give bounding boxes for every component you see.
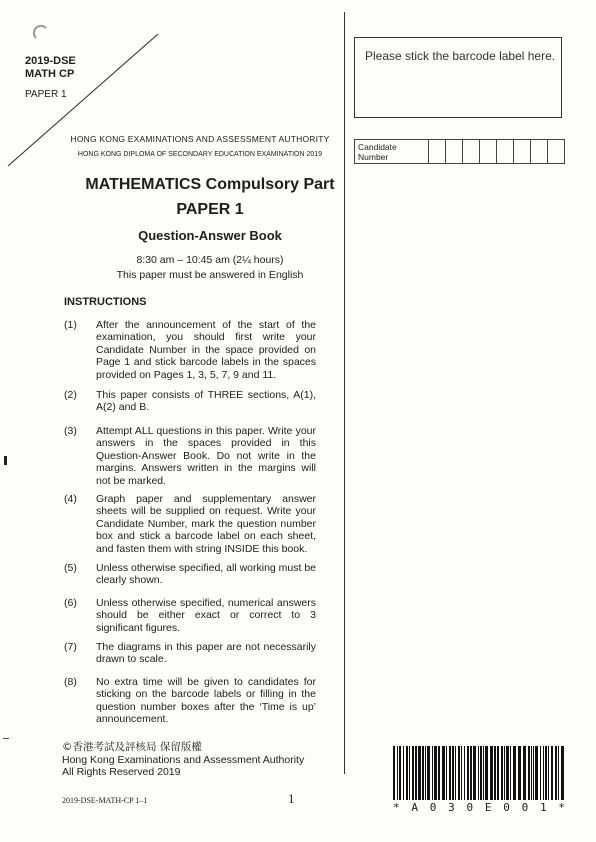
barcode-bar [458,746,460,800]
instruction-item [64,493,316,555]
barcode-character: * [393,801,400,814]
authority-name: HONG KONG EXAMINATIONS AND ASSESSMENT AUTHORITY [70,134,330,144]
candidate-digit-box[interactable] [497,140,514,163]
candidate-number-label: Candidate Number [355,140,429,163]
exam-time: 8:30 am – 10:45 am (2¼ hours) [136,254,284,266]
paper-label: PAPER 1 [25,89,67,100]
copyright-chinese: ©香港考試及評核局 保留版權 [62,741,202,753]
barcode-bar [473,746,476,800]
barcode-bar [449,746,451,800]
paper-title: PAPER 1 [176,201,244,218]
barcode-text [393,801,565,814]
instructions-heading: INSTRUCTIONS [64,296,147,308]
barcode-bar [393,746,395,800]
barcode-bar [478,746,479,800]
barcode-character: E [484,801,492,814]
page-id: 2019-DSE-MATH-CP 1–1 [62,796,148,805]
barcode-character: 0 [429,801,437,814]
copyright-english: Hong Kong Examinations and Assessment Authority [62,754,305,766]
candidate-number-field[interactable] [354,139,565,164]
barcode-bar [403,746,404,800]
barcode-bar [497,746,499,800]
barcode-bar [494,746,496,800]
instruction-number: (2) [64,389,77,401]
candidate-digit-box[interactable] [514,140,531,163]
instruction-text: After the announcement of the start of the examination, you should first write your Candidate Number in the space provided on Page 1 and stick barcode labels in the spaces provided on Pages 1, 3, 5, 7, 9 and 11. [96,319,316,381]
instruction-item [64,641,316,666]
barcode-bar [432,746,433,800]
barcode-bar [548,746,549,800]
candidate-digit-box[interactable] [480,140,497,163]
barcode-bar [442,746,445,800]
instruction-text: The diagrams in this paper are not necessarily drawn to scale. [96,641,316,666]
barcode-bar [422,746,424,800]
barcode-bar [510,746,511,800]
barcode-character: 0 [503,801,510,814]
barcode-label-instruction: Please stick the barcode label here. [365,49,556,63]
margin-mark [4,456,7,465]
barcode-bar [470,746,472,800]
candidate-digit-box[interactable] [463,140,480,163]
barcode-character: 0 [466,801,474,814]
instruction-item [64,389,316,414]
barcode-bar [425,746,426,800]
barcode-bar [397,746,398,800]
instruction-number: (5) [64,562,77,574]
barcode-bar [452,746,454,800]
authority-logo-icon [33,24,49,42]
barcode-bar [485,746,488,800]
barcode-bar [531,746,532,800]
exam-code-line2: MATH CP [25,68,75,80]
exam-name: HONG KONG DIPLOMA OF SECONDARY EDUCATION EXAMINATION 2019 [77,151,323,158]
page-number: 1 [288,791,295,806]
barcode-bar [504,746,505,800]
instruction-text: Attempt ALL questions in this paper. Write your answers in the spaces provided in this Question-Answer Book. Do not write in the margins. Answers written in the margins will not be marked. [96,425,316,487]
instruction-number: (3) [64,425,77,437]
barcode-image [393,746,565,802]
instruction-text: This paper consists of THREE sections, A(1), A(2) and B. [96,389,316,414]
barcode-bar [523,746,526,800]
exam-code-line1: 2019-DSE [25,55,76,67]
barcode-bar [480,746,482,800]
instruction-number: (6) [64,597,77,609]
barcode-bar [513,746,516,800]
instruction-item [64,597,316,634]
barcode-bar [543,746,544,800]
barcode-bar [415,746,417,800]
barcode-bar [518,746,521,800]
barcode-bar [406,746,408,800]
instruction-number: (1) [64,319,77,331]
candidate-digit-box[interactable] [548,140,564,163]
candidate-digit-box[interactable] [429,140,446,163]
instruction-number: (7) [64,641,77,653]
barcode-bar [528,746,530,800]
candidate-digit-box[interactable] [531,140,548,163]
instruction-item [64,676,316,726]
candidate-digit-box[interactable] [446,140,463,163]
barcode-bar [455,746,456,800]
barcode-character: 3 [448,801,455,814]
barcode-bar [506,746,509,800]
barcode-bar [409,746,410,800]
barcode-bar [418,746,421,800]
barcode-bar [501,746,503,800]
instruction-text: No extra time will be given to candidates for sticking on the barcode labels or filling in the question number boxes after the ‘Time is up’ announcement. [96,676,316,726]
barcode-character: 1 [540,801,547,814]
instruction-text: Unless otherwise specified, all working must be clearly shown. [96,562,317,587]
barcode-bar [558,746,559,800]
barcode-bar [483,746,484,800]
margin-dash [3,738,9,739]
barcode-character: A [411,801,418,814]
instruction-item [64,319,316,381]
instruction-number: (4) [64,493,77,505]
barcode-bar [438,746,440,800]
barcode-bar [461,746,462,800]
instruction-number: (8) [64,676,77,688]
barcode-character: 0 [521,801,529,814]
subject-title: MATHEMATICS Compulsory Part [85,176,335,193]
instruction-item [64,562,316,587]
copyright-rights: All Rights Reserved 2019 [62,766,181,778]
barcode-bar [551,746,553,800]
barcode-bar [535,746,538,800]
barcode-bar [434,746,437,800]
barcode-bar [446,746,447,800]
barcode-bar [533,746,534,800]
barcode-character: * [558,801,565,814]
book-title: Question-Answer Book [138,228,282,243]
exam-code [25,55,76,81]
barcode-bar [545,746,547,800]
barcode-bar [464,746,465,800]
barcode-bar [540,746,541,800]
barcode-bar [467,746,469,800]
barcode-bar [555,746,557,800]
barcode-bar [412,746,414,800]
instruction-text: Graph paper and supplementary answer sheets will be supplied on request. Write your Candidate Number, mark the question number box and stick a barcode label on each sheet, and fasten them with string INSIDE this book. [96,493,316,555]
instruction-text: Unless otherwise specified, numerical answers should be either exact or correct to 3 significant figures. [96,597,316,634]
column-divider [344,12,345,774]
barcode-bar [427,746,430,800]
barcode-bar [490,746,493,800]
barcode-label-box [354,37,562,118]
instruction-item [64,425,316,487]
language-note: This paper must be answered in English [116,269,304,281]
barcode-bar [399,746,401,800]
barcode-bar [561,746,564,800]
